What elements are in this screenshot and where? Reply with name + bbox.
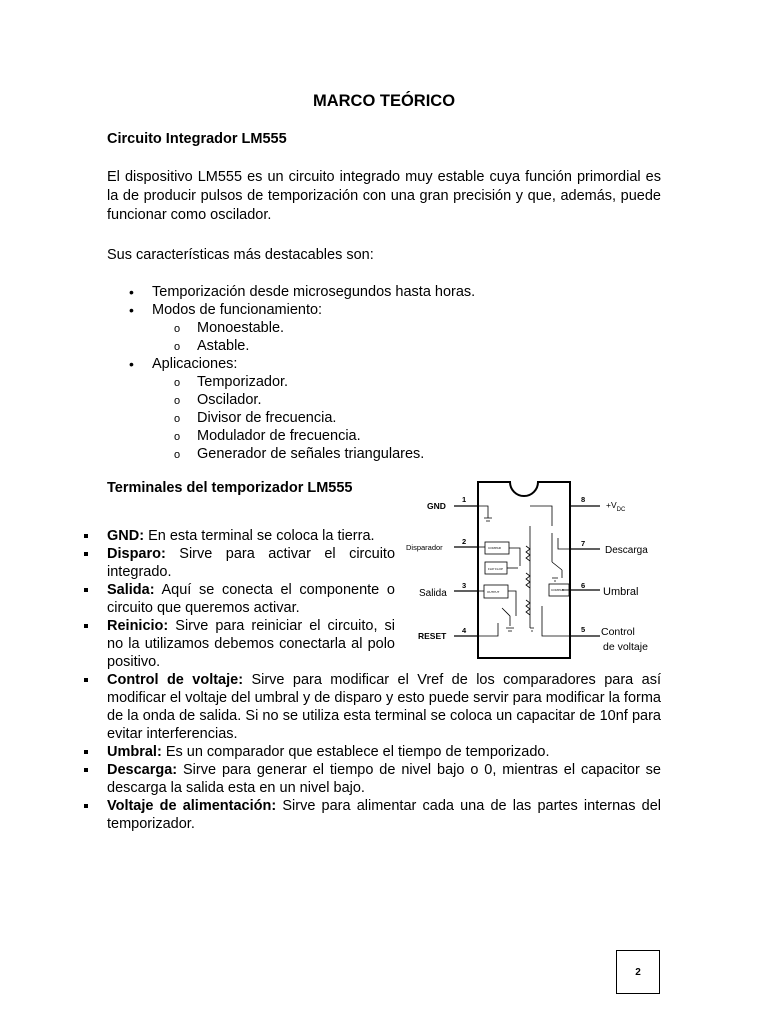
- list-subitem: [107, 319, 661, 337]
- terminal-salida: [83, 581, 395, 617]
- label-control: Control: [601, 626, 635, 638]
- pin-number-5: 5: [581, 625, 586, 634]
- term-description: Sirve para reiniciar el circuito, si no la utilizamos debemos conectarla al polo positivo.: [107, 618, 395, 670]
- svg-text:COMPAR: COMPAR: [488, 546, 501, 550]
- list-subitem-text: Temporizador.: [197, 374, 289, 390]
- label-vcc: $+V_{DC}$: [606, 500, 626, 513]
- list-subitem-text: Monoestable.: [197, 320, 285, 336]
- bullet-glyph: •: [129, 284, 134, 300]
- page-number: 2: [616, 950, 660, 994]
- list-subitem: [107, 373, 661, 391]
- term-label: Salida:: [107, 582, 155, 598]
- sub-bullet-glyph: o: [174, 449, 181, 461]
- list-subitem-text: Generador de señales triangulares.: [197, 446, 425, 462]
- term-description: Sirve para activar el circuito integrado.: [107, 546, 396, 580]
- pin-number-1: 1: [462, 495, 467, 504]
- sub-bullet-glyph: o: [174, 395, 181, 407]
- pin-number-7: 7: [581, 539, 586, 548]
- section-heading-terminales: Terminales del temporizador LM555: [107, 480, 353, 496]
- terminal-descarga: [83, 761, 661, 797]
- intro-paragraph: El dispositivo LM555 es un circuito integrado muy estable cuya función primordial es la de producir pulsos de temporización con una gran precisión y que, además, puede funcionar como oscilador.: [107, 169, 661, 223]
- pin-number-3: 3: [462, 581, 467, 590]
- pin-number-8: 8: [581, 495, 586, 504]
- sub-bullet-glyph: o: [174, 341, 181, 353]
- sub-bullet-glyph: o: [174, 413, 181, 425]
- terminal-gnd: [83, 527, 395, 545]
- terminal-voltaje-alimentacion: [83, 797, 661, 833]
- label-umbral: Umbral: [603, 586, 639, 598]
- sub-bullet-glyph: o: [174, 323, 181, 335]
- label-descarga: Descarga: [605, 545, 648, 556]
- list-subitem-text: Astable.: [197, 338, 250, 354]
- list-subitem: [107, 391, 661, 409]
- pin-number-2: 2: [462, 537, 467, 546]
- term-label: Control de voltaje:: [107, 672, 244, 688]
- list-subitem: [107, 337, 661, 355]
- term-label: Descarga:: [107, 762, 178, 778]
- term-label: Reinicio:: [107, 618, 169, 634]
- svg-text:OUTPUT: OUTPUT: [487, 590, 500, 594]
- term-label: Disparo:: [107, 546, 166, 562]
- label-reset: RESET: [418, 631, 447, 641]
- list-item: [107, 283, 661, 301]
- term-description: Aquí se conecta el componente o circuito que queremos activar.: [107, 582, 396, 616]
- list-subitem-text: Modulador de frecuencia.: [197, 428, 361, 444]
- features-list: [107, 283, 661, 463]
- svg-text:COMPAR: COMPAR: [551, 588, 564, 592]
- term-description: En esta terminal se coloca la tierra.: [148, 528, 375, 544]
- terminal-reinicio: [83, 617, 395, 671]
- list-item-text: Modos de funcionamiento:: [152, 302, 323, 318]
- sub-bullet-glyph: o: [174, 377, 181, 389]
- term-description: Sirve para alimentar cada una de las partes internas del temporizador.: [107, 798, 661, 832]
- lm555-pinout-diagram: [402, 478, 664, 668]
- label-gnd: GND: [427, 501, 446, 511]
- list-item: [107, 301, 661, 319]
- list-subitem-text: Oscilador.: [197, 392, 262, 408]
- pin-number-4: 4: [462, 626, 467, 635]
- bullet-glyph: •: [129, 302, 134, 318]
- label-disparador: Disparador: [406, 543, 443, 552]
- svg-text:FLIP FLOP: FLIP FLOP: [488, 567, 503, 571]
- term-description: Es un comparador que establece el tiempo de temporizado.: [165, 744, 550, 760]
- list-subitem: [107, 427, 661, 445]
- pin-number-6: 6: [581, 581, 586, 590]
- terminal-disparo: [83, 545, 395, 581]
- terminal-control-voltaje: [83, 671, 661, 743]
- list-subitem: [107, 445, 661, 463]
- features-intro: Sus características más destacables son:: [107, 247, 374, 263]
- terminal-umbral: [83, 743, 661, 761]
- list-item: [107, 355, 661, 373]
- term-description: Sirve para generar el tiempo de nivel bajo o 0, mientras el capacitor se descarga la salida esta en un nivel bajo.: [107, 762, 661, 796]
- section-heading-lm555: Circuito Integrador LM555: [107, 131, 287, 147]
- list-subitem-text: Divisor de frecuencia.: [197, 410, 337, 426]
- list-item-text: Temporización desde microsegundos hasta horas.: [152, 284, 476, 300]
- term-label: GND:: [107, 528, 145, 544]
- term-label: Voltaje de alimentación:: [107, 798, 277, 814]
- label-salida: Salida: [419, 588, 447, 599]
- list-subitem: [107, 409, 661, 427]
- page-title: MARCO TEÓRICO: [312, 92, 456, 110]
- term-description: Sirve para modificar el Vref de los comparadores para así modificar el voltaje del umbral y de disparo y esto puede servir para modificar la forma de la onda de salida. Si no se utiliza esta terminal se coloca un capacitar de 10nf para evitar interferencias.: [107, 672, 661, 742]
- bullet-glyph: •: [129, 356, 134, 372]
- term-label: Umbral:: [107, 744, 162, 760]
- label-de-voltaje: de voltaje: [603, 641, 648, 653]
- sub-bullet-glyph: o: [174, 431, 181, 443]
- list-item-text: Aplicaciones:: [152, 356, 238, 372]
